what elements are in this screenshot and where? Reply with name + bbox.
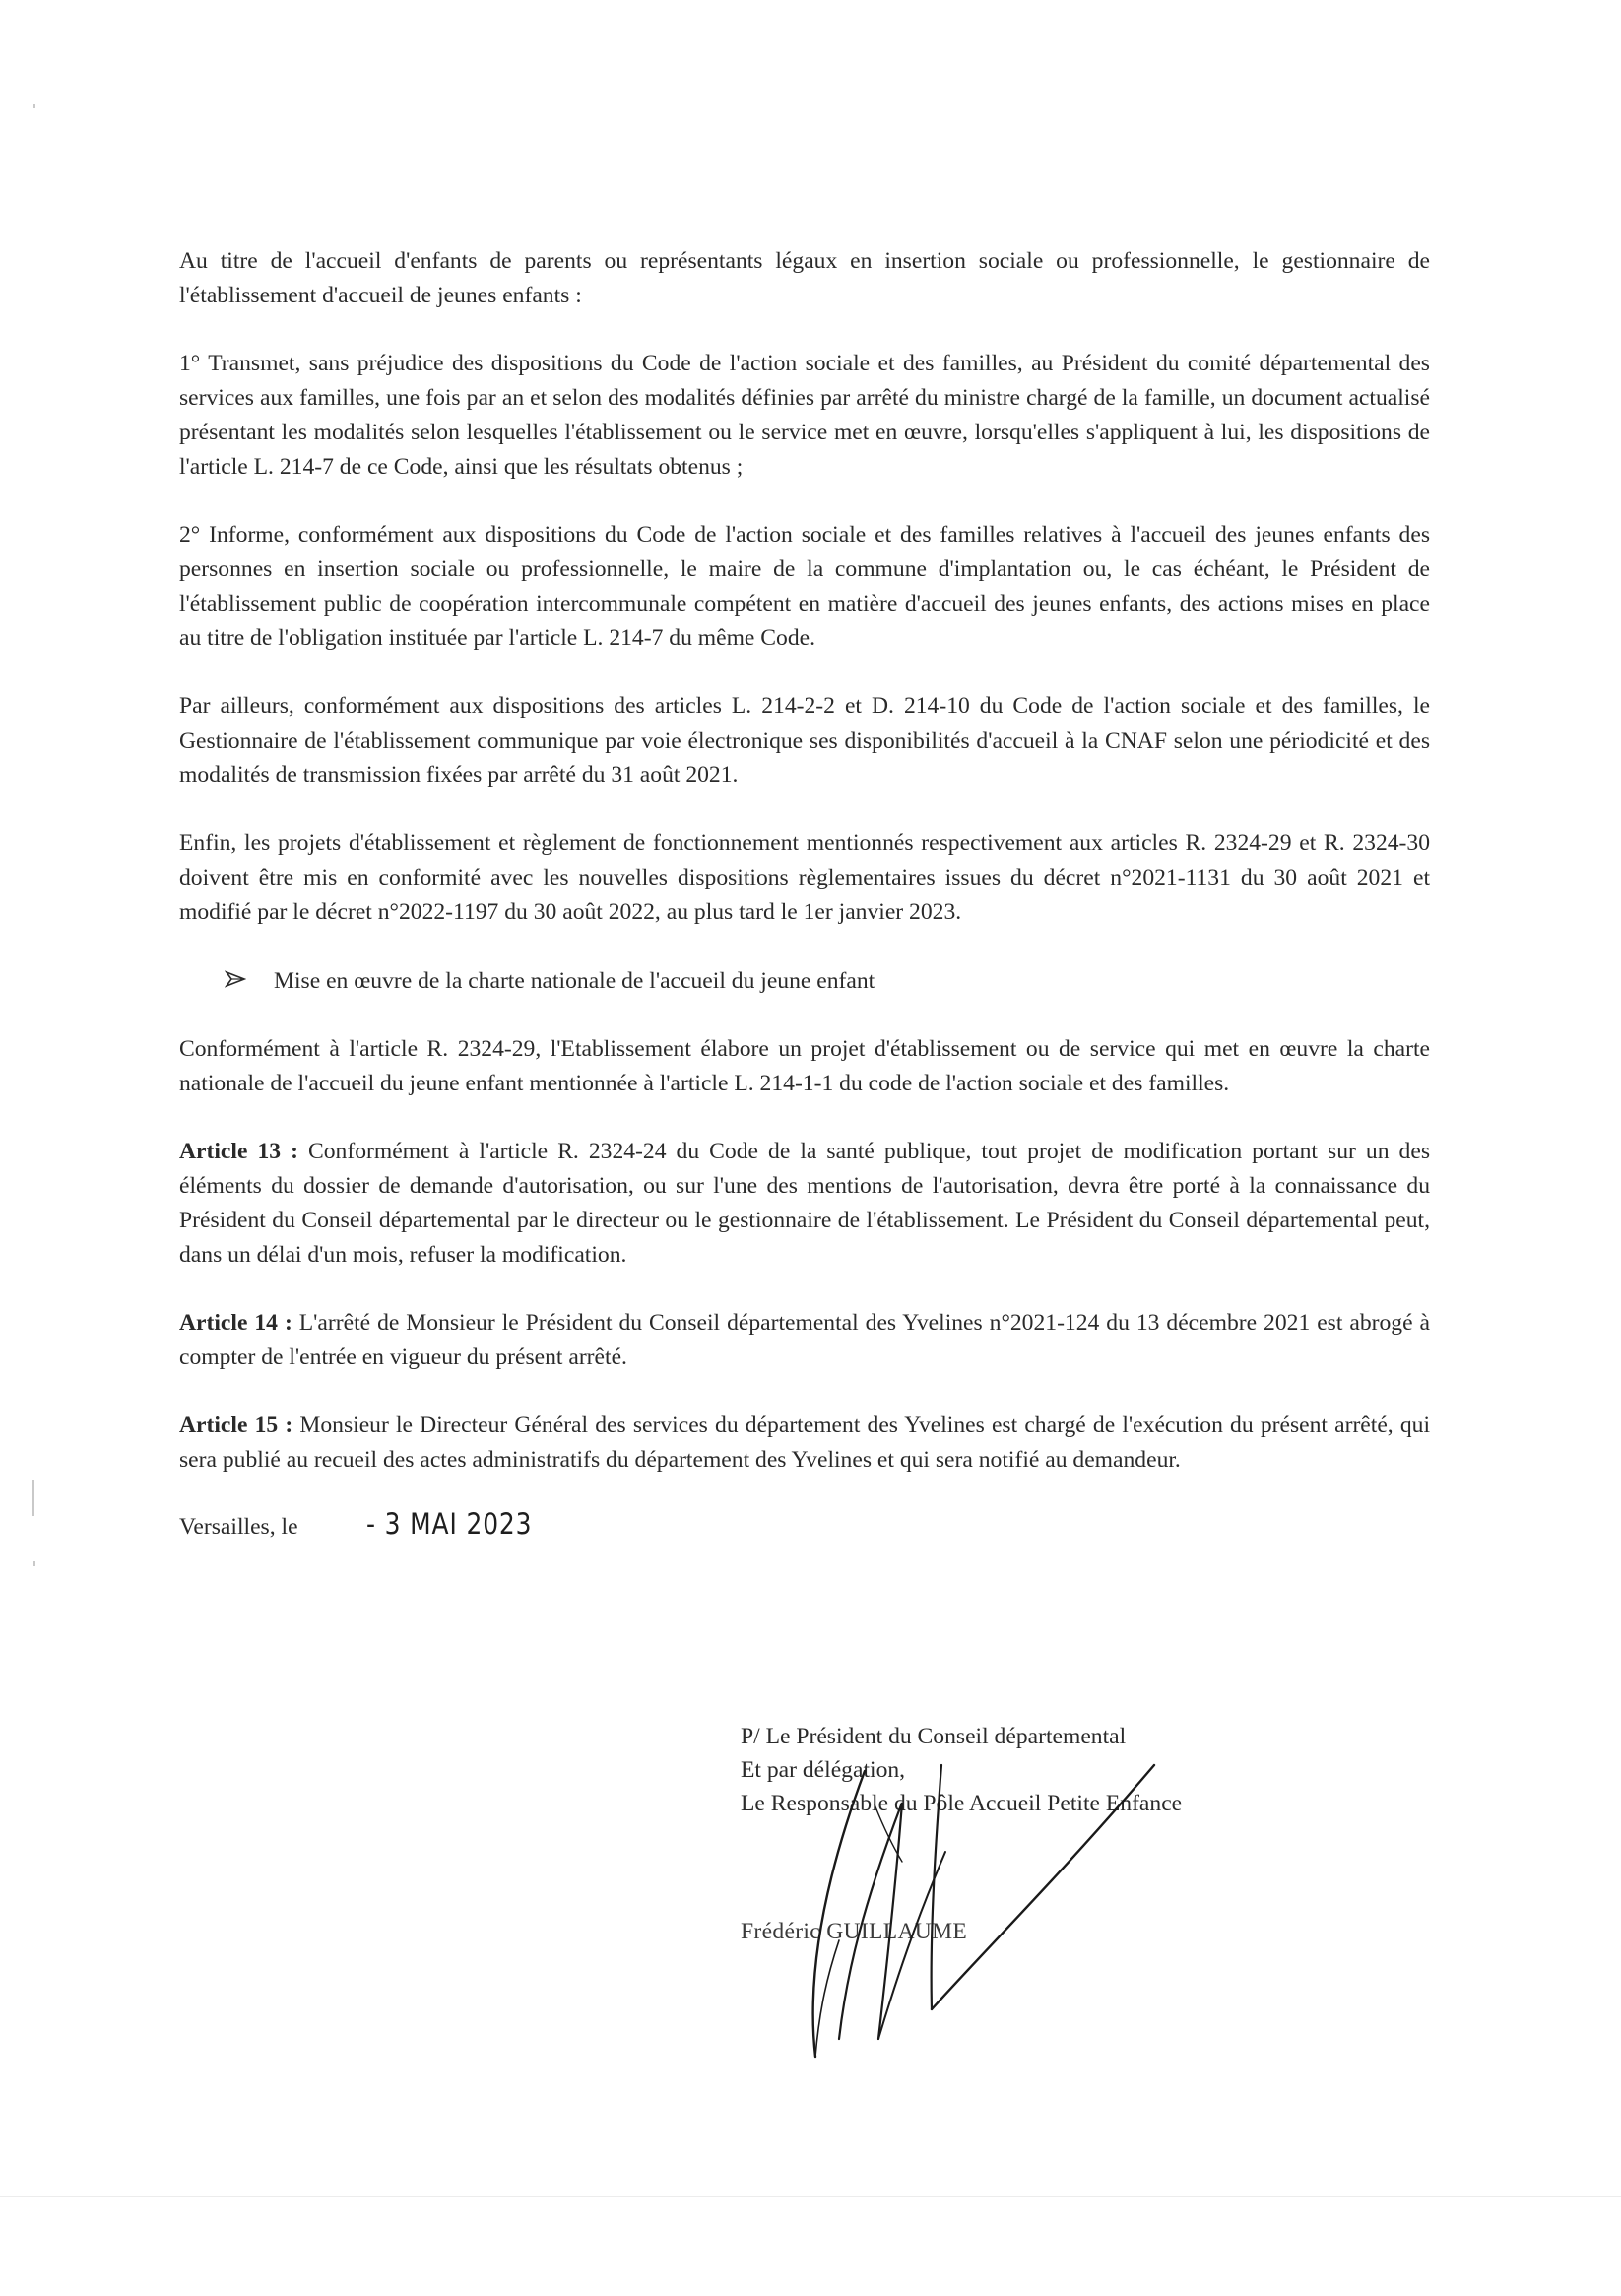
article-14 (179, 1306, 1430, 1375)
date-prefix: Versailles, le (179, 1514, 298, 1540)
scan-speck (33, 1561, 35, 1566)
article-15-label: Article 15 : (179, 1412, 293, 1438)
signature-line-president: P/ Le Président du Conseil départemental (741, 1724, 1127, 1749)
paragraph-informe: 2° Informe, conformément aux dispositions du Code de l'action sociale et des familles relatives à l'accueil des jeunes enfants des personnes en insertion sociale ou professionnelle, le maire de la commune d'implantation ou, le cas échéant, le Président de l'établissement public de coopération intercommunale compétent en matière d'accueil des jeunes enfants, des actions mises en place au titre de l'obligation instituée par l'article L. 214-7 du même Code. (179, 522, 1430, 651)
article-15 (179, 1409, 1430, 1477)
paragraph-mise-en-conformite: Enfin, les projets d'établissement et règlement de fonctionnement mentionnés respectivement aux articles R. 2324-29 et R. 2324-30 doivent être mis en conformité avec les nouvelles dispositions règlementaires issues du décret n°2021-1131 du 30 août 2021 et modifié par le décret n°2022-1197 du 30 août 2022, au plus tard le 1er janvier 2023. (179, 830, 1430, 925)
article-14-label: Article 14 : (179, 1310, 292, 1336)
date-stamp: - 3 MAI 2023 (366, 1507, 533, 1541)
paragraph-cnaf: Par ailleurs, conformément aux dispositions des articles L. 214-2-2 et D. 214-10 du Code de l'action sociale et des familles, le Gestionnaire de l'établissement communique par voie électronique ses disponibilités d'accueil à la CNAF selon une périodicité et des modalités de transmission fixées par arrêté du 31 août 2021. (179, 693, 1430, 788)
article-13 (179, 1135, 1430, 1273)
article-14-text: L'arrêté de Monsieur le Président du Conseil départemental des Yvelines n°2021-124 du 13 décembre 2021 est abrogé à compter de l'entrée en vigueur du présent arrêté. (179, 1310, 1430, 1370)
document-body (179, 244, 1430, 1544)
section-bullet (179, 963, 1430, 999)
paragraph-insertion-intro: Au titre de l'accueil d'enfants de parents ou représentants légaux en insertion sociale ou professionnelle, le gestionnaire de l'établissement d'accueil de jeunes enfants : (179, 248, 1430, 308)
signature-line-delegation: Et par délégation, (741, 1757, 906, 1783)
signature-line-responsable: Le Responsable du Pôle Accueil Petite Enfance (741, 1791, 1183, 1816)
article-15-text: Monsieur le Directeur Général des services du département des Yvelines est chargé de l'exécution du présent arrêté, qui sera publié au recueil des actes administratifs du département des Yvelines et qui sera notifié au demandeur. (179, 1412, 1431, 1473)
date-line (179, 1507, 1430, 1544)
article-13-label: Article 13 : (179, 1139, 298, 1164)
signer-name: Frédéric GUILLAUME (741, 1919, 968, 1944)
scan-speck (32, 1480, 34, 1516)
arrow-bullet-icon (225, 963, 274, 998)
paragraph-charte: Conformément à l'article R. 2324-29, l'Etablissement élabore un projet d'établissement ou de service qui met en œuvre la charte nationale de l'accueil du jeune enfant mentionnée à l'article L. 214-1-1 du code de l'action sociale et des familles. (179, 1036, 1430, 1096)
section-heading-charte: Mise en œuvre de la charte nationale de l'accueil du jeune enfant (274, 968, 875, 994)
handwritten-signature-icon (748, 1743, 1300, 2059)
scan-speck (33, 104, 35, 108)
paragraph-transmet: 1° Transmet, sans préjudice des dispositions du Code de l'action sociale et des familles, au Président du comité départemental des services aux familles, une fois par an et selon des modalités définies par arrêté du ministre chargé de la famille, un document actualisé présentant les modalités selon lesquelles l'établissement ou le service met en œuvre, lorsqu'elles s'appliquent à lui, les dispositions de l'article L. 214-7 de ce Code, ainsi que les résultats obtenus ; (179, 351, 1430, 480)
article-13-text: Conformément à l'article R. 2324-24 du Code de la santé publique, tout projet de modification portant sur un des éléments du dossier de demande d'autorisation, ou sur l'une des mentions de l'autorisation, devra être porté à la connaissance du Président du Conseil départemental par le directeur ou le gestionnaire de l'établissement. Le Président du Conseil départemental peut, dans un délai d'un mois, refuser la modification. (179, 1139, 1430, 1268)
scan-bottom-edge (0, 2196, 1621, 2197)
